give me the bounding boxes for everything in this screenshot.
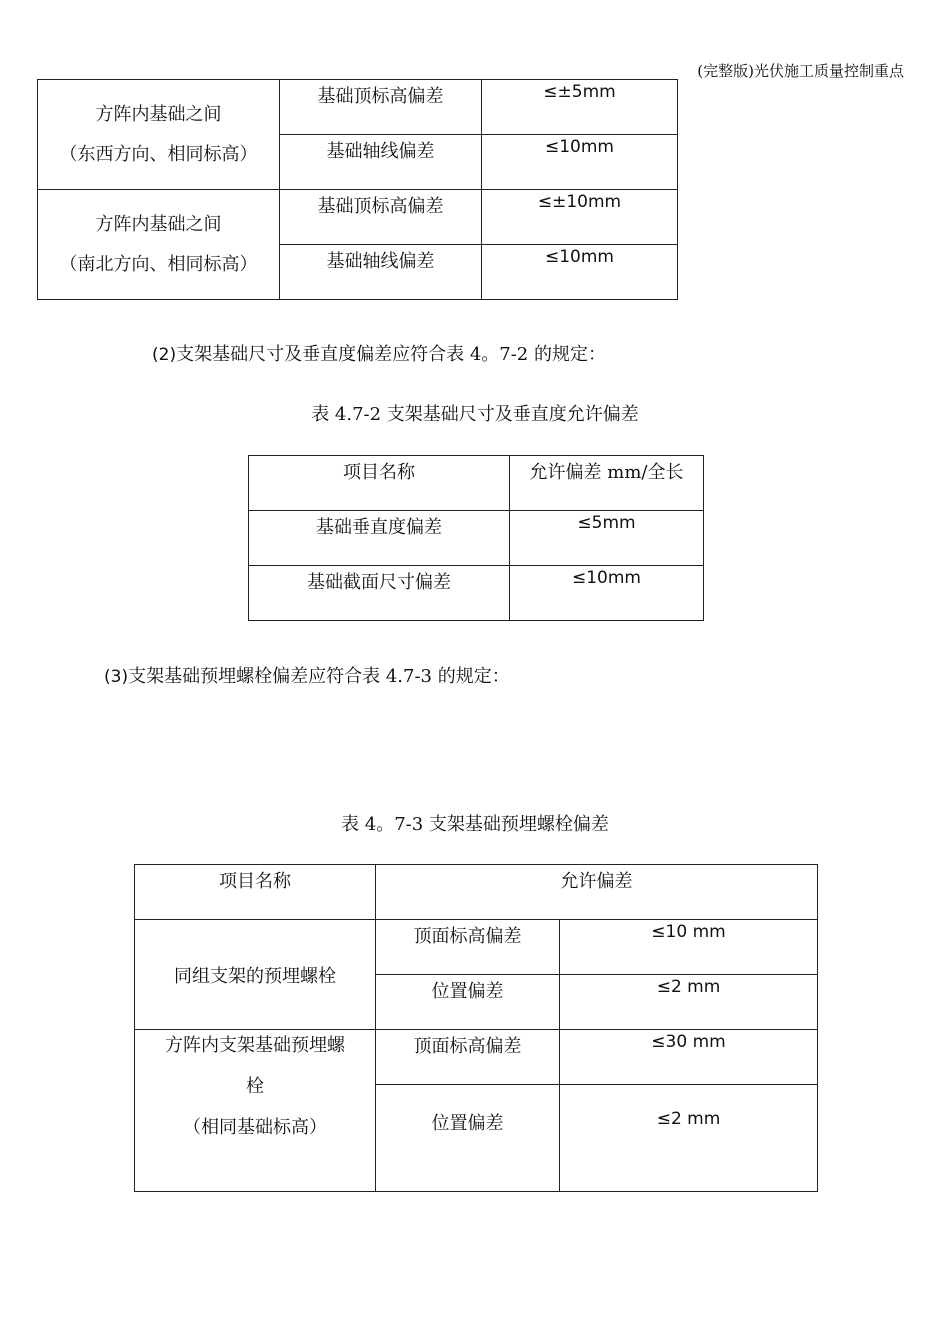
value-cell: ≤10mm: [482, 245, 678, 300]
foundation-deviation-table: [37, 79, 678, 300]
value-cell: ≤30 mm: [560, 1030, 818, 1085]
column-header: 允许偏差: [376, 865, 818, 920]
group-label-line2: （南北方向、相同标高）: [59, 253, 258, 275]
table-row: [38, 190, 678, 245]
group-label-line2: 栓: [246, 1076, 264, 1097]
value-cell: ≤2 mm: [560, 1085, 818, 1192]
table-caption: 表 4.7-2 支架基础尺寸及垂直度允许偏差: [311, 404, 639, 425]
group-label-line1: 方阵内支架基础预埋螺: [165, 1035, 345, 1056]
item-cell: 基础轴线偏差: [280, 135, 482, 190]
table-caption: 表 4。7-3 支架基础预埋螺栓偏差: [341, 814, 609, 835]
column-header: 项目名称: [135, 865, 376, 920]
paragraph-text: 支架基础预埋螺栓偏差应符合表 4.7-3 的规定：: [128, 666, 510, 687]
table-row: [249, 511, 704, 566]
item-cell: 基础轴线偏差: [280, 245, 482, 300]
item-cell: 基础截面尺寸偏差: [249, 566, 510, 621]
paragraph-3: [104, 662, 510, 688]
group-label-line1: 方阵内基础之间: [95, 213, 222, 235]
value-cell: ≤±10mm: [482, 190, 678, 245]
table-row: [38, 80, 678, 135]
value-cell: ≤2 mm: [560, 975, 818, 1030]
item-cell: 位置偏差: [376, 975, 560, 1030]
value-cell: ≤5mm: [510, 511, 704, 566]
paragraph-number: (2): [152, 345, 177, 365]
value-cell: ≤10mm: [510, 566, 704, 621]
value-cell: ≤10 mm: [560, 920, 818, 975]
item-cell: 顶面标高偏差: [376, 920, 560, 975]
group-label-line2: （东西方向、相同标高）: [59, 143, 258, 165]
item-cell: 顶面标高偏差: [376, 1030, 560, 1085]
paragraph-number: (3): [104, 667, 129, 687]
table-row: [249, 566, 704, 621]
column-header: 允许偏差 mm/全长: [510, 456, 704, 511]
support-foundation-table: [248, 455, 704, 621]
group-cell: 同组支架的预埋螺栓: [135, 920, 376, 1030]
table-header-row: [249, 456, 704, 511]
group-label-line1: 方阵内基础之间: [95, 103, 222, 125]
item-cell: 位置偏差: [376, 1085, 560, 1192]
item-cell: 基础垂直度偏差: [249, 511, 510, 566]
column-header: 项目名称: [249, 456, 510, 511]
paragraph-text: 支架基础尺寸及垂直度偏差应符合表 4。7-2 的规定：: [176, 344, 606, 365]
group-label-line3: （相同基础标高）: [183, 1117, 327, 1138]
value-cell: ≤10mm: [482, 135, 678, 190]
paragraph-2: [152, 340, 606, 366]
table-row: [135, 1030, 818, 1085]
value-cell: ≤±5mm: [482, 80, 678, 135]
group-cell: [135, 1030, 376, 1192]
item-cell: 基础顶标高偏差: [280, 80, 482, 135]
group-cell: [38, 80, 280, 190]
table-row: [135, 920, 818, 975]
table-header-row: [135, 865, 818, 920]
group-cell: [38, 190, 280, 300]
anchor-bolt-table: [134, 864, 818, 1192]
item-cell: 基础顶标高偏差: [280, 190, 482, 245]
document-header: (完整版)光伏施工质量控制重点: [697, 62, 904, 80]
